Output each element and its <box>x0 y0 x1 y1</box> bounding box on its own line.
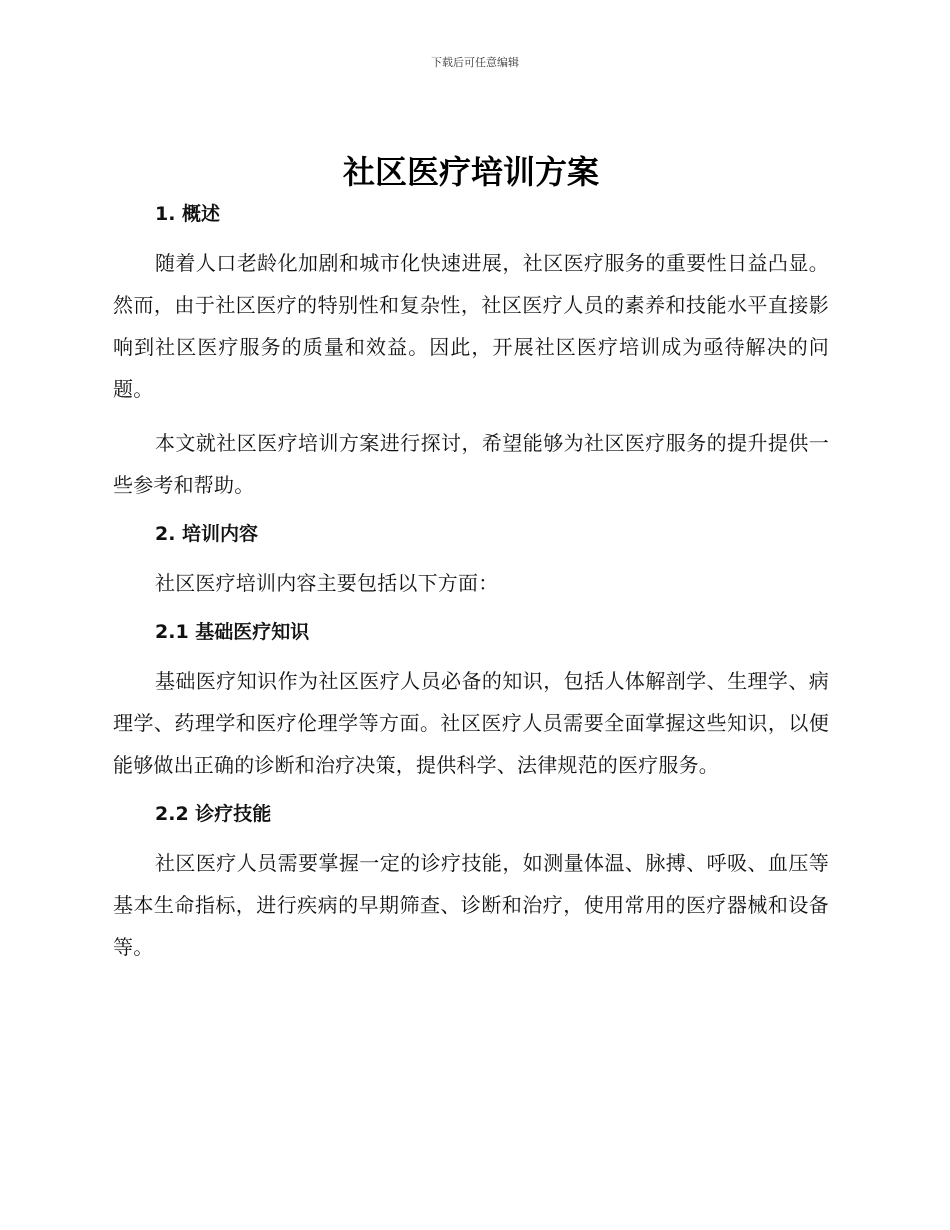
document-body <box>113 150 829 968</box>
paragraph: 本文就社区医疗培训方案进行探讨，希望能够为社区医疗服务的提升提供一些参考和帮助。 <box>113 431 829 497</box>
section-heading-overview: 1. 概述 <box>155 203 221 225</box>
document-title: 社区医疗培训方案 <box>342 153 599 191</box>
header-note: 下载后可任意编辑 <box>431 56 519 69</box>
section-heading-training-content: 2. 培训内容 <box>155 523 259 545</box>
paragraph: 社区医疗培训内容主要包括以下方面： <box>155 571 499 595</box>
paragraph: 随着人口老龄化加剧和城市化快速进展，社区医疗服务的重要性日益凸显。然而，由于社区医疗的特别性和复杂性，社区医疗人员的素养和技能水平直接影响到社区医疗服务的质量和效益。因此，开展社区医疗培训成为亟待解决的问题。 <box>113 251 829 401</box>
paragraph: 基础医疗知识作为社区医疗人员必备的知识，包括人体解剖学、生理学、病理学、药理学和医疗伦理学等方面。社区医疗人员需要全面掌握这些知识，以便能够做出正确的诊断和治疗决策，提供科学、法律规范的医疗服务。 <box>113 669 829 777</box>
section-heading-basic-knowledge: 2.1 基础医疗知识 <box>155 621 310 643</box>
paragraph: 社区医疗人员需要掌握一定的诊疗技能，如测量体温、脉搏、呼吸、血压等基本生命指标，进行疾病的早期筛查、诊断和治疗，使用常用的医疗器械和设备等。 <box>113 851 829 959</box>
section-heading-clinical-skills: 2.2 诊疗技能 <box>155 803 272 825</box>
